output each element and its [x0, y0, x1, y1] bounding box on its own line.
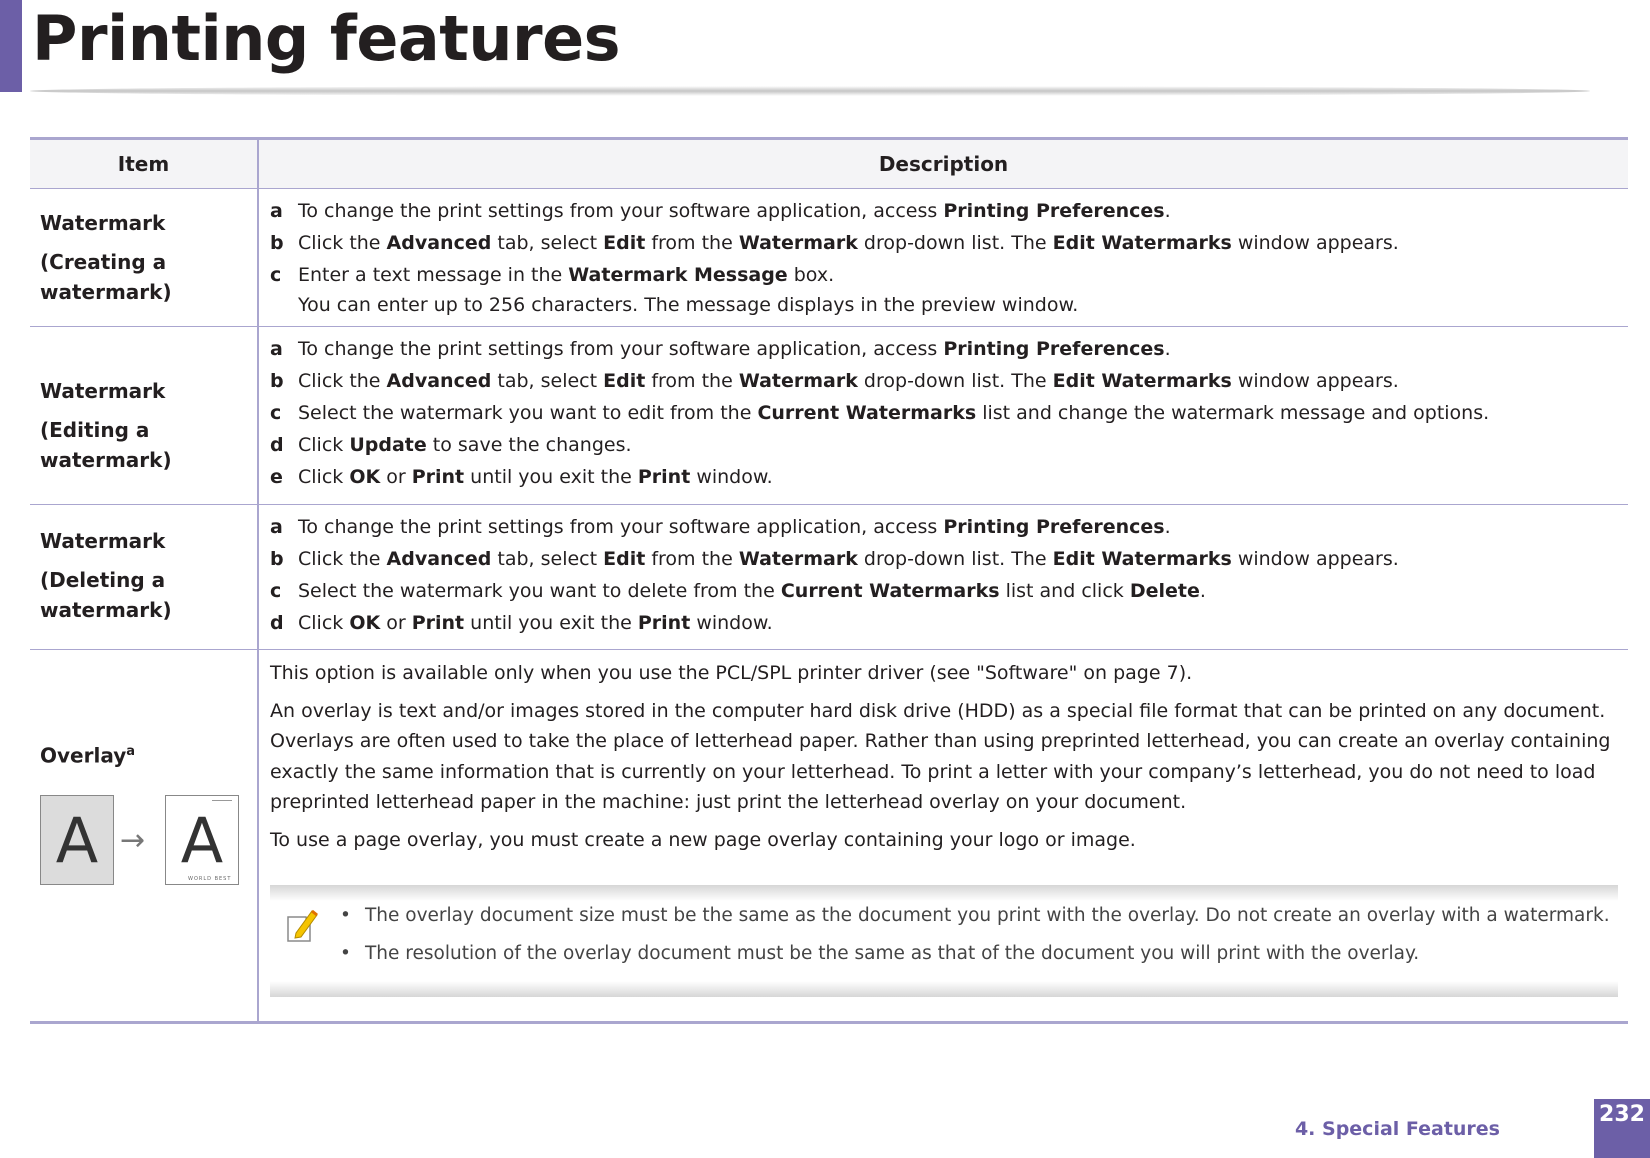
description-paragraph: This option is available only when you use the PCL/SPL printer driver (see "Software" on page 7).	[270, 662, 1193, 684]
step-item: b Click the Advanced tab, select Edit from the Watermark drop-down list. The Edit Watermarks window appears.	[270, 232, 1399, 254]
step-item: c Select the watermark you want to delete from the Current Watermarks list and click Delete.	[270, 580, 1206, 602]
step-item: b Click the Advanced tab, select Edit from the Watermark drop-down list. The Edit Watermarks window appears.	[270, 370, 1399, 392]
step-item: c Enter a text message in the Watermark Message box.	[270, 264, 835, 286]
step-letter: d	[270, 612, 284, 634]
overlay-illustration	[40, 795, 247, 905]
step-item: a To change the print settings from your software application, access Printing Preferences.	[270, 200, 1171, 222]
item-name: Watermark	[40, 379, 166, 403]
table-row	[30, 189, 1628, 327]
note-list	[340, 903, 1618, 979]
arrow-icon: →	[120, 822, 146, 858]
item-cell	[30, 505, 258, 650]
description-cell	[258, 505, 1628, 650]
item-cell	[30, 189, 258, 327]
original-page-image: A	[40, 795, 114, 885]
step-item: b Click the Advanced tab, select Edit from the Watermark drop-down list. The Edit Watermarks window appears.	[270, 548, 1399, 570]
page-title: Printing features	[32, 2, 621, 75]
description-paragraph: An overlay is text and/or images stored in the computer hard disk drive (HDD) as a special file format that can be printed on any document. Overlays are often used to take the place of letterhead paper. Rather than using preprinted letterhead, you can create an overlay containing exactly the same information that is currently on your letterhead. To print a letter with your company’s letterhead, you do not need to load preprinted letterhead paper in the machine: just print the letterhead overlay on your document.	[270, 699, 1611, 813]
table-row	[30, 650, 1628, 1023]
step-list	[270, 514, 1618, 636]
step-letter: c	[270, 580, 282, 602]
step-letter: a	[270, 338, 283, 360]
step-letter: a	[270, 516, 283, 538]
description-cell	[258, 327, 1628, 505]
note-item: • The resolution of the overlay document must be the same as that of the document you will print with the overlay.	[340, 943, 1420, 964]
table-row	[30, 505, 1628, 650]
step-item: d Click Update to save the changes.	[270, 434, 632, 456]
description-cell	[258, 650, 1628, 1023]
features-table	[30, 137, 1628, 1024]
overlay-page-image: A WORLD BEST	[165, 795, 239, 885]
step-item: d Click OK or Print until you exit the Print window.	[270, 612, 773, 634]
item-name: Watermark	[40, 211, 166, 235]
note-pencil-icon	[284, 905, 320, 945]
step-item: a To change the print settings from your software application, access Printing Preferences.	[270, 516, 1171, 538]
column-header-description: Description	[258, 139, 1628, 189]
column-header-item: Item	[30, 139, 258, 189]
table-row	[30, 327, 1628, 505]
table-header-row	[30, 139, 1628, 189]
title-divider	[30, 86, 1590, 96]
item-cell	[30, 650, 258, 1023]
step-letter: d	[270, 434, 284, 456]
step-letter: c	[270, 264, 282, 286]
step-note: You can enter up to 256 characters. The message displays in the preview window.	[298, 294, 1079, 316]
step-letter: b	[270, 548, 284, 570]
step-letter: b	[270, 370, 284, 392]
step-item: e Click OK or Print until you exit the Print window.	[270, 466, 773, 488]
footer-section-label: 4. Special Features	[1294, 1118, 1500, 1140]
item-name: Overlay$^a$	[40, 743, 136, 768]
title-accent-bar	[0, 0, 22, 92]
description-cell	[258, 189, 1628, 327]
item-subtitle: (Creating a watermark)	[40, 250, 172, 304]
step-letter: c	[270, 402, 282, 424]
step-item: a To change the print settings from your software application, access Printing Preferences.	[270, 338, 1171, 360]
description-paragraph: To use a page overlay, you must create a new page overlay containing your logo or image.	[270, 828, 1136, 851]
note-item: • The overlay document size must be the same as the document you print with the overlay. Do not create an overlay with a watermark.	[340, 905, 1610, 926]
step-letter: a	[270, 200, 283, 222]
footnote-marker: a	[126, 744, 136, 759]
item-subtitle: (Editing a watermark)	[40, 418, 172, 472]
step-item: c Select the watermark you want to edit from the Current Watermarks list and change the watermark message and options.	[270, 402, 1490, 424]
item-name: Watermark	[40, 529, 166, 553]
note-box	[270, 885, 1618, 997]
step-letter: e	[270, 466, 283, 488]
page-number: 232	[1594, 1099, 1650, 1158]
step-list	[270, 198, 1618, 288]
item-subtitle: (Deleting a watermark)	[40, 568, 172, 622]
step-letter: b	[270, 232, 284, 254]
step-list	[270, 336, 1618, 490]
item-cell	[30, 327, 258, 505]
